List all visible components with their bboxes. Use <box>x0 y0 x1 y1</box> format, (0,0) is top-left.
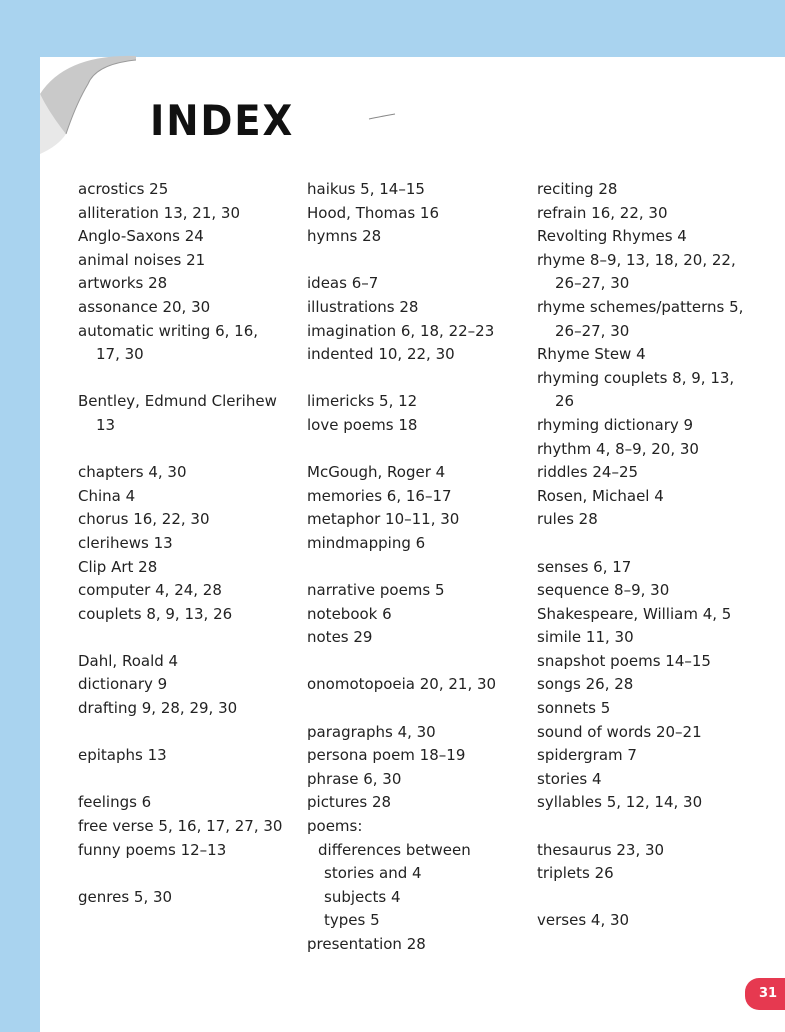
index-entry: ideas 6–7 <box>307 274 379 293</box>
index-entry: presentation 28 <box>307 935 426 953</box>
index-entry: Rosen, Michael 4 <box>537 486 664 505</box>
index-entry: mindmapping 6 <box>307 533 426 552</box>
index-entry: genres 5, 30 <box>78 887 173 906</box>
index-entry: 13 <box>96 415 116 434</box>
index-entry: notes 29 <box>307 628 373 647</box>
index-entry: paragraphs 4, 30 <box>307 722 436 741</box>
index-entry: 26–27, 30 <box>555 274 630 293</box>
index-entry: couplets 8, 9, 13, 26 <box>78 604 233 623</box>
index-entry: rhyming couplets 8, 9, 13, <box>537 368 735 387</box>
index-entry: songs 26, 28 <box>537 675 634 694</box>
index-entry: limericks 5, 12 <box>307 392 418 411</box>
index-entry: onomotopoeia 20, 21, 30 <box>307 675 497 694</box>
index-entry: subjects 4 <box>324 887 401 906</box>
index-entry: Anglo-Saxons 24 <box>78 227 204 246</box>
index-entry: assonance 20, 30 <box>78 297 211 316</box>
index-entry: simile 11, 30 <box>537 628 634 647</box>
index-entry: notebook 6 <box>307 604 392 623</box>
index-column-3 <box>537 178 777 933</box>
index-entry: Revolting Rhymes 4 <box>537 227 687 246</box>
index-entry: haikus 5, 14–15 <box>307 180 425 198</box>
index-entry: refrain 16, 22, 30 <box>537 203 668 222</box>
index-entry: memories 6, 16–17 <box>307 486 452 505</box>
index-entry: senses 6, 17 <box>537 557 632 576</box>
spacer <box>307 438 537 462</box>
index-entry: drafting 9, 28, 29, 30 <box>78 699 238 718</box>
index-entry: rhyming dictionary 9 <box>537 415 694 434</box>
index-entry: sonnets 5 <box>537 699 611 718</box>
index-entry: Bentley, Edmund Clerihew <box>78 392 277 411</box>
pencil-mark <box>368 112 396 122</box>
index-entry: chorus 16, 22, 30 <box>78 510 210 529</box>
index-entry: verses 4, 30 <box>537 911 630 930</box>
index-entry: automatic writing 6, 16, <box>78 321 259 340</box>
index-entry: feelings 6 <box>78 793 152 812</box>
spacer <box>537 815 777 839</box>
spacer <box>537 532 777 556</box>
index-entry: triplets 26 <box>537 864 614 883</box>
spacer <box>78 367 308 391</box>
spacer <box>78 768 308 792</box>
index-entry: rules 28 <box>537 510 598 529</box>
spacer <box>307 367 537 391</box>
spacer <box>78 862 308 886</box>
index-entry: illustrations 28 <box>307 297 419 316</box>
index-entry: indented 10, 22, 30 <box>307 345 455 364</box>
index-entry: riddles 24–25 <box>537 463 639 482</box>
spacer <box>307 650 537 674</box>
spacer <box>307 556 537 580</box>
index-entry: reciting 28 <box>537 180 618 198</box>
page-curl-icon <box>36 54 136 154</box>
index-entry: rhyme 8–9, 13, 18, 20, 22, <box>537 250 736 269</box>
index-entry: 17, 30 <box>96 345 144 364</box>
index-entry: 26–27, 30 <box>555 321 630 340</box>
index-entry: stories and 4 <box>324 864 422 883</box>
index-entry: rhythm 4, 8–9, 20, 30 <box>537 439 699 458</box>
index-entry: snapshot poems 14–15 <box>537 651 711 670</box>
index-entry: alliteration 13, 21, 30 <box>78 203 240 222</box>
index-entry: thesaurus 23, 30 <box>537 840 665 859</box>
index-entry: love poems 18 <box>307 415 418 434</box>
index-entry: China 4 <box>78 486 136 505</box>
spacer <box>78 438 308 462</box>
index-entry: 26 <box>555 392 575 411</box>
index-entry: funny poems 12–13 <box>78 840 227 859</box>
index-entry: sequence 8–9, 30 <box>537 581 670 600</box>
spacer <box>307 697 537 721</box>
index-entry: poems: <box>307 817 363 836</box>
index-entry: free verse 5, 16, 17, 27, 30 <box>78 817 283 836</box>
index-entry: syllables 5, 12, 14, 30 <box>537 793 703 812</box>
index-entry: rhyme schemes/patterns 5, <box>537 297 744 316</box>
index-entry: differences between <box>318 840 471 859</box>
index-entry: acrostics 25 <box>78 180 169 198</box>
page-title: INDEX <box>150 96 295 145</box>
index-entry: Shakespeare, William 4, 5 <box>537 604 732 623</box>
index-entry: artworks 28 <box>78 274 168 293</box>
index-entry: animal noises 21 <box>78 250 206 269</box>
index-entry: phrase 6, 30 <box>307 769 402 788</box>
index-entry: dictionary 9 <box>78 675 168 694</box>
index-entry: narrative poems 5 <box>307 581 445 600</box>
index-entry: stories 4 <box>537 769 602 788</box>
index-entry: epitaphs 13 <box>78 746 167 765</box>
index-entry: sound of words 20–21 <box>537 722 702 741</box>
index-column-1 <box>78 178 308 909</box>
spacer <box>537 886 777 910</box>
index-entry: Dahl, Roald 4 <box>78 651 179 670</box>
index-entry: metaphor 10–11, 30 <box>307 510 460 529</box>
index-entry: spidergram 7 <box>537 746 637 765</box>
index-entry: McGough, Roger 4 <box>307 463 446 482</box>
page-number-badge: 31 <box>745 978 785 1010</box>
index-entry: clerihews 13 <box>78 533 173 552</box>
spacer <box>307 249 537 273</box>
index-entry: types 5 <box>324 911 380 930</box>
index-column-2 <box>307 178 537 957</box>
spacer <box>78 626 308 650</box>
index-entry: imagination 6, 18, 22–23 <box>307 321 495 340</box>
index-entry: chapters 4, 30 <box>78 463 187 482</box>
spacer <box>78 721 308 745</box>
index-entry: Hood, Thomas 16 <box>307 203 440 222</box>
index-entry: hymns 28 <box>307 227 382 246</box>
index-entry: persona poem 18–19 <box>307 746 466 765</box>
index-entry: pictures 28 <box>307 793 392 812</box>
index-entry: computer 4, 24, 28 <box>78 581 222 600</box>
index-entry: Clip Art 28 <box>78 557 158 576</box>
index-entry: Rhyme Stew 4 <box>537 345 646 364</box>
